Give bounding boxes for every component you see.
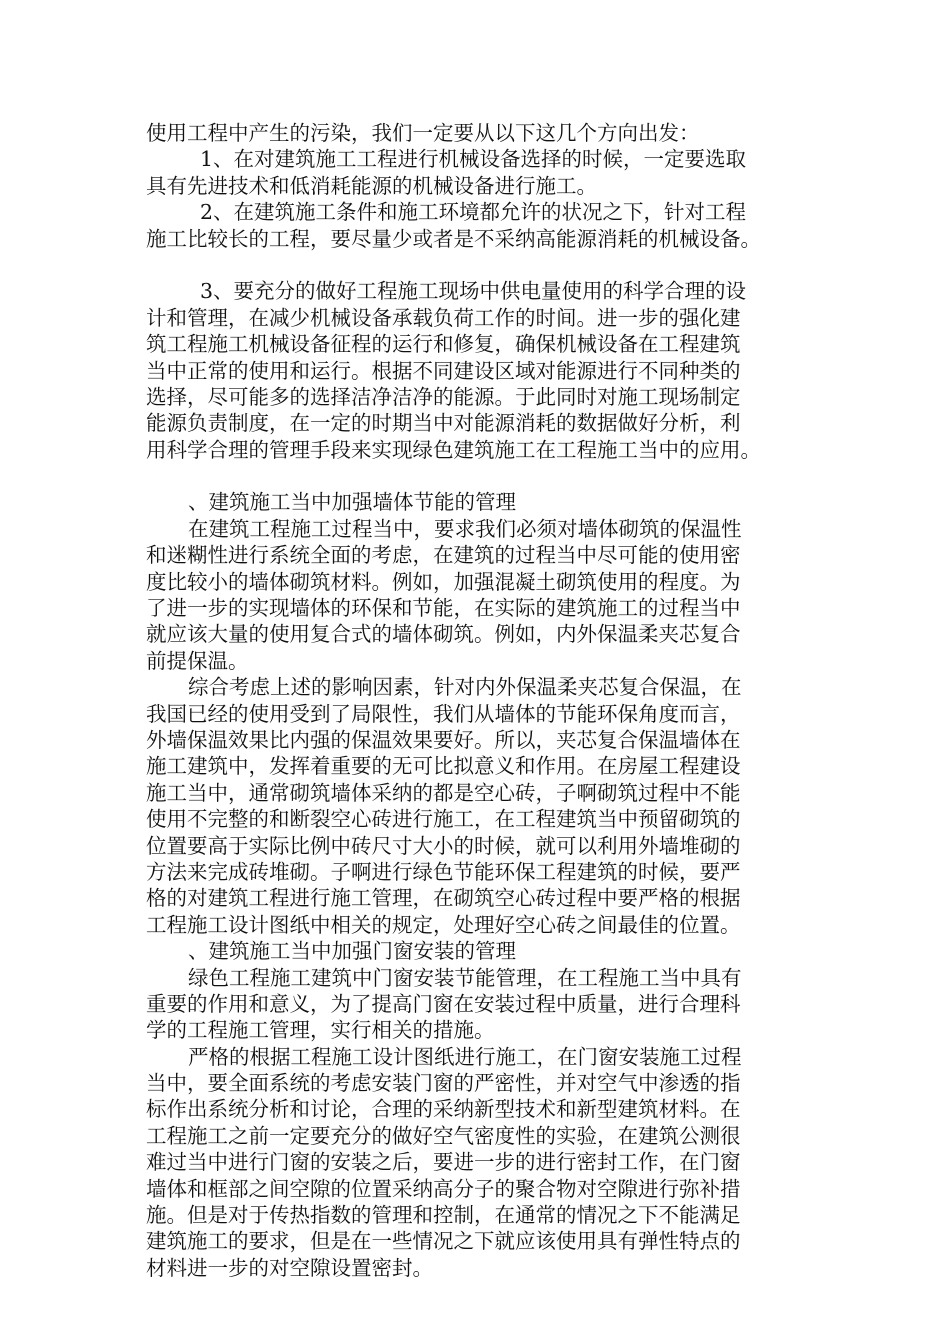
paragraph-window-2 [146,1044,794,1282]
paragraph-wall-1 [146,516,794,674]
paragraph-line: 施工当中，通常砌筑墙体采纳的都是空心砖，子啊砌筑过程中不能 [146,780,741,805]
list-item-3-line: 3、要充分的做好工程施工现场中供电量使用的科学合理的设 [200,279,747,304]
paragraph-line: 了进一步的实现墙体的环保和节能，在实际的建筑施工的过程当中 [146,596,741,621]
paragraph-line: 施工建筑中，发挥着重要的无可比拟意义和作用。在房屋工程建设 [146,754,741,779]
paragraph-line: 工程施工设计图纸中相关的规定，处理好空心砖之间最佳的位置。 [146,912,741,937]
blank-line [146,463,794,489]
list-item-3-line: 筑工程施工机械设备征程的运行和修复，确保机械设备在工程建筑 [146,332,741,357]
list-item-3-line: 选择，尽可能多的选择洁净洁净的能源。于此同时对施工现场制定 [146,384,741,409]
paragraph-line: 外墙保温效果比内强的保温效果要好。所以，夹芯复合保温墙体在 [146,727,741,752]
list-item-3-line: 用科学合理的管理手段来实现绿色建筑施工在工程施工当中的应用。 [146,437,761,462]
paragraph-line: 施。但是对于传热指数的管理和控制，在通常的情况之下不能满足 [146,1203,741,1228]
paragraph-line: 工程施工之前一定要充分的做好空气密度性的实验，在建筑公测很 [146,1123,741,1148]
paragraph-line: 就应该大量的使用复合式的墙体砌筑。例如，内外保温柔夹芯复合 [146,622,741,647]
list-item-1-line: 具有先进技术和低消耗能源的机械设备进行施工。 [146,173,597,198]
list-item-3 [146,278,794,463]
list-item-3-line: 当中正常的使用和运行。根据不同建设区域对能源进行不同种类的 [146,358,741,383]
paragraph-wall-2 [146,674,794,938]
paragraph-line: 和迷糊性进行系统全面的考虑，在建筑的过程当中尽可能的使用密 [146,543,741,568]
paragraph-line: 建筑施工的要求，但是在一些情况之下就应该使用具有弹性特点的 [146,1229,741,1254]
paragraph-line: 墙体和框部之间空隙的位置采纳高分子的聚合物对空隙进行弥补措 [146,1176,741,1201]
paragraph-line: 前提保温。 [146,648,249,673]
paragraph-line: 重要的作用和意义，为了提高门窗在安装过程中质量，进行合理科 [146,991,741,1016]
paragraph-line: 我国已经的使用受到了局限性，我们从墙体的节能环保角度而言， [146,701,741,726]
paragraph-line: 当中，要全面系统的考虑安装门窗的严密性，并对空气中渗透的指 [146,1071,741,1096]
paragraph-window-1 [146,965,794,1044]
paragraph-line: 格的对建筑工程进行施工管理，在砌筑空心砖过程中要严格的根据 [146,886,741,911]
paragraph-line: 在建筑工程施工过程当中，要求我们必须对墙体砌筑的保温性 [188,516,742,541]
list-item-3-line: 计和管理，在减少机械设备承载负荷工作的时间。进一步的强化建 [146,305,741,330]
section-heading-wall: 、建筑施工当中加强墙体节能的管理 [188,490,516,515]
list-item-3-line: 能源负责制度，在一定的时期当中对能源消耗的数据做好分析，利 [146,411,741,436]
paragraph-line: 难过当中进行门窗的安装之后，要进一步的进行密封工作，在门窗 [146,1150,741,1175]
list-item-2 [146,199,794,252]
paragraph-line: 方法来完成砖堆砌。子啊进行绿色节能环保工程建筑的时候，要严 [146,859,741,884]
document-page [146,120,794,1281]
intro-line: 使用工程中产生的污染，我们一定要从以下这几个方向出发： [146,121,700,145]
paragraph-line: 材料进一步的对空隙设置密封。 [146,1255,433,1280]
list-item-2-line: 施工比较长的工程，要尽量少或者是不采纳高能源消耗的机械设备。 [146,226,761,251]
section-heading-window: 、建筑施工当中加强门窗安装的管理 [188,939,516,964]
blank-line [146,252,794,278]
paragraph-line: 学的工程施工管理，实行相关的措施。 [146,1018,495,1043]
paragraph-line: 使用不完整的和断裂空心砖进行施工，在工程建筑当中预留砌筑的 [146,807,741,832]
paragraph-line: 标作出系统分析和讨论，合理的采纳新型技术和新型建筑材料。在 [146,1097,741,1122]
paragraph-line: 综合考虑上述的影响因素，针对内外保温柔夹芯复合保温，在 [188,675,742,700]
paragraph-line: 位置要高于实际比例中砖尺寸大小的时候，就可以利用外墙堆砌的 [146,833,741,858]
list-item-1-line: 1、在对建筑施工工程进行机械设备选择的时候，一定要选取 [200,147,747,172]
list-item-2-line: 2、在建筑施工条件和施工环境都允许的状况之下，针对工程 [200,200,747,225]
paragraph-line: 绿色工程施工建筑中门窗安装节能管理，在工程施工当中具有 [188,965,742,990]
paragraph-line: 严格的根据工程施工设计图纸进行施工，在门窗安装施工过程 [188,1044,742,1069]
list-item-1 [146,146,794,199]
paragraph-line: 度比较小的墙体砌筑材料。例如，加强混凝土砌筑使用的程度。为 [146,569,741,594]
